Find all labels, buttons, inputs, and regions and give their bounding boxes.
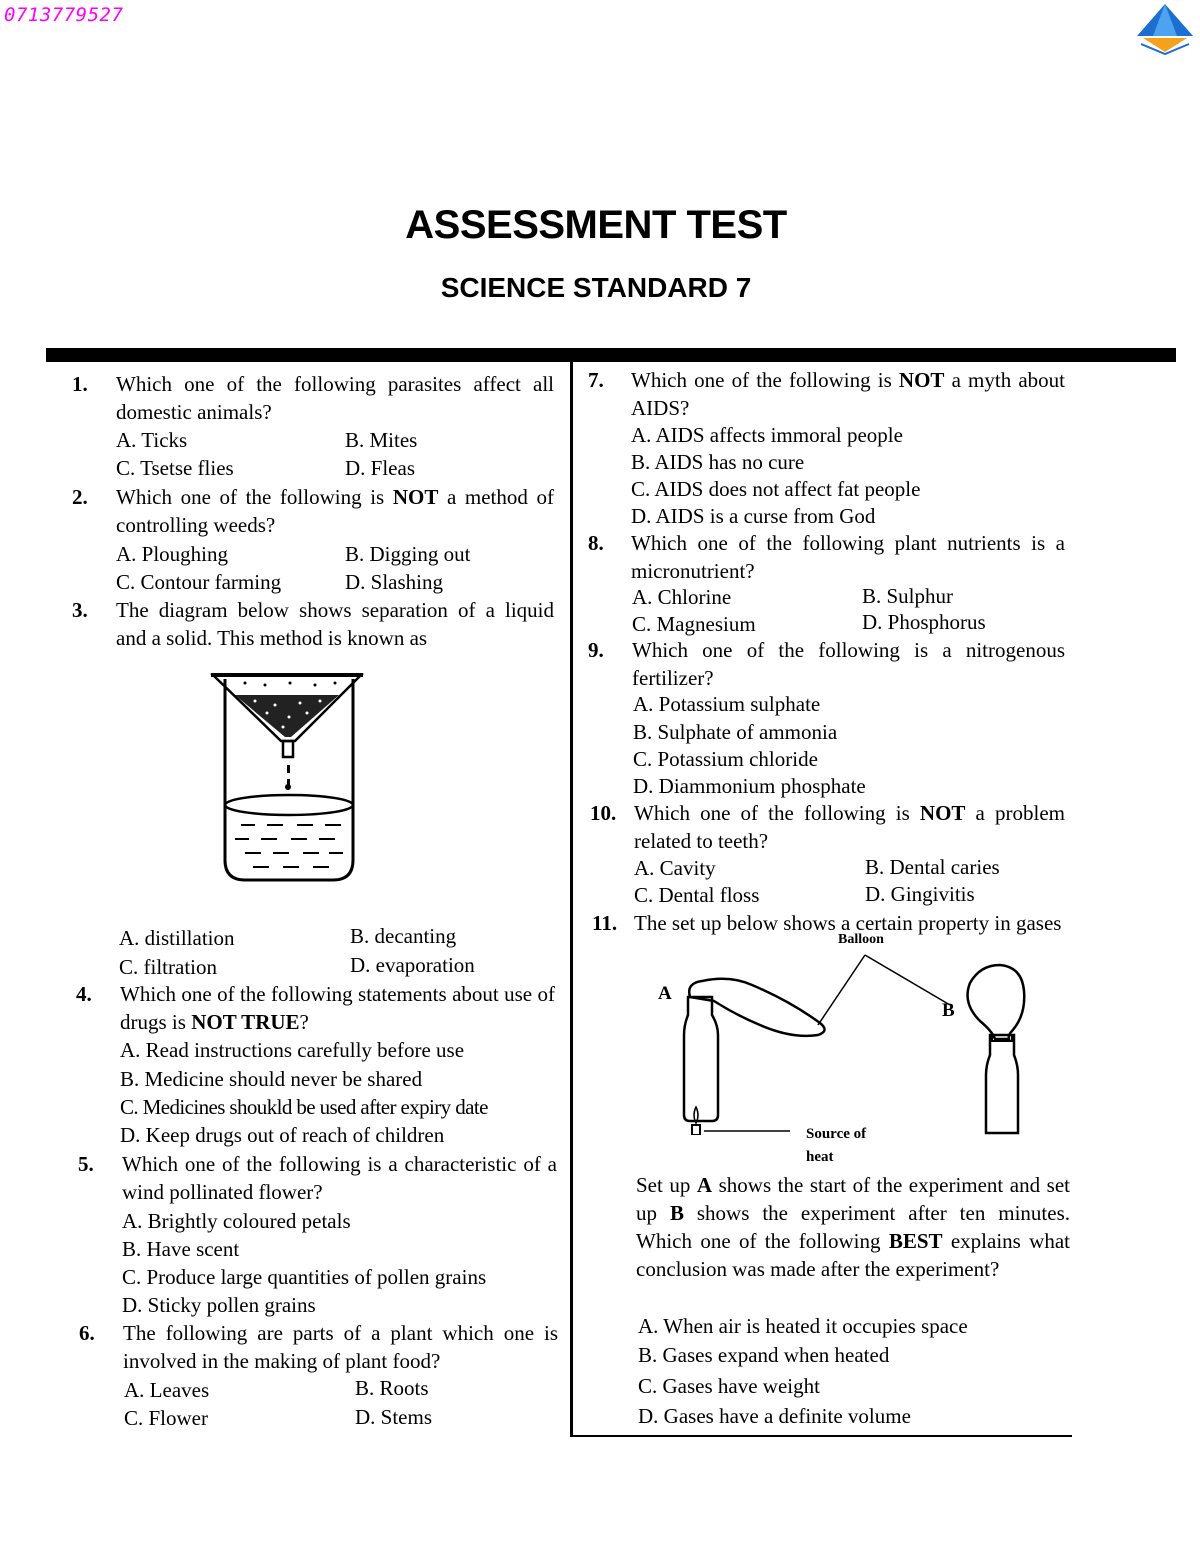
option-d: D. Phosphorus xyxy=(862,610,986,634)
question-10 xyxy=(590,799,1068,855)
question-stem: The diagram below shows separation of a liquid and a solid. This method is known as xyxy=(116,598,554,650)
option-d: D. Gingivitis xyxy=(865,882,975,906)
option-a: A. Brightly coloured petals xyxy=(122,1209,351,1233)
question-stem: Which one of the following is NOT a problem related to teeth? xyxy=(634,801,1065,853)
header-rule xyxy=(46,348,1176,362)
option-d: D. Fleas xyxy=(345,456,415,480)
option-a: A. Read instructions carefully before use xyxy=(120,1038,465,1062)
option-d: D. Slashing xyxy=(345,570,444,594)
question-6 xyxy=(79,1319,561,1375)
option-c: C. Contour farming xyxy=(116,570,282,594)
question-11-continued xyxy=(636,1171,1072,1311)
question-number: 7. xyxy=(588,368,604,392)
label-set-up-b: B xyxy=(942,1000,955,1021)
question-stem: Which one of the following parasites affect all domestic animals? xyxy=(116,372,554,424)
option-b: B. AIDS has no cure xyxy=(631,450,805,474)
option-c: C. Tsetse flies xyxy=(116,456,234,480)
option-c: C. filtration xyxy=(119,955,217,979)
phone-number: 0713779527 xyxy=(4,4,124,26)
option-c: C. Flower xyxy=(124,1406,208,1430)
question-stem: The following are parts of a plant which one is involved in the making of plant food? xyxy=(123,1321,558,1373)
option-d: D. Sticky pollen grains xyxy=(122,1293,316,1317)
question-3 xyxy=(72,596,557,652)
option-a: A. Cavity xyxy=(634,856,716,880)
question-7 xyxy=(588,366,1068,422)
question-1 xyxy=(72,370,557,426)
gas-expansion-diagram xyxy=(640,935,1040,1135)
question-stem: Which one of the following plant nutrients is a micronutrient? xyxy=(631,531,1065,583)
option-b: B. Sulphate of ammonia xyxy=(633,720,838,744)
option-b: B. Digging out xyxy=(345,542,471,566)
option-c: C. Magnesium xyxy=(632,612,756,636)
option-a: A. Chlorine xyxy=(632,585,732,609)
option-c: C. AIDS does not affect fat people xyxy=(631,477,921,501)
option-b: B. Medicine should never be shared xyxy=(120,1067,423,1091)
question-number: 9. xyxy=(588,638,604,662)
option-b: B. Dental caries xyxy=(865,855,1000,879)
option-a: A. AIDS affects immoral people xyxy=(631,423,903,447)
bottom-rule xyxy=(570,1435,1072,1437)
option-d: D. Diammonium phosphate xyxy=(633,774,866,798)
option-a: A. distillation xyxy=(119,926,235,950)
question-number: 5. xyxy=(78,1152,94,1176)
option-c: C. Potassium chloride xyxy=(633,747,818,771)
question-number: 11. xyxy=(592,911,618,935)
question-number: 10. xyxy=(590,801,617,825)
label-heat-source-1: Source of xyxy=(806,1126,867,1142)
column-divider xyxy=(570,362,573,1437)
question-9 xyxy=(588,636,1068,692)
option-b: B. Sulphur xyxy=(862,584,954,608)
question-stem-continued: Set up A shows the start of the experiment and set up B shows the experiment after ten minutes. Which one of the following BEST explains what conclusion was made after the experiment? xyxy=(636,1173,1070,1281)
option-c: C. Gases have weight xyxy=(638,1374,820,1398)
question-stem: The set up below shows a certain property in gases xyxy=(634,911,1062,935)
option-d: D. Gases have a definite volume xyxy=(638,1404,911,1428)
label-set-up-a: A xyxy=(658,983,672,1004)
question-number: 6. xyxy=(79,1321,95,1345)
option-d: D. evaporation xyxy=(350,953,475,977)
question-5 xyxy=(78,1150,560,1206)
question-stem: Which one of the following is NOT a method of controlling weeds? xyxy=(116,485,554,537)
option-a: A. Ploughing xyxy=(116,542,229,566)
question-number: 4. xyxy=(76,982,92,1006)
option-b: B. Mites xyxy=(345,428,418,452)
option-d: D. Keep drugs out of reach of children xyxy=(120,1123,445,1147)
page-subtitle: SCIENCE STANDARD 7 xyxy=(440,272,752,303)
question-number: 2. xyxy=(72,485,88,509)
option-d: D. Stems xyxy=(355,1405,433,1429)
option-a: A. Ticks xyxy=(116,428,188,452)
pyramid-logo-icon xyxy=(1133,2,1197,56)
label-balloon: Balloon xyxy=(838,932,884,947)
question-8 xyxy=(588,529,1068,585)
option-b: B. Have scent xyxy=(122,1237,240,1261)
filtration-diagram xyxy=(205,665,370,890)
question-number: 8. xyxy=(588,531,604,555)
option-b: B. Roots xyxy=(355,1376,429,1400)
question-stem: Which one of the following is a nitrogenous fertilizer? xyxy=(632,638,1065,690)
label-heat-source-2: heat xyxy=(806,1149,834,1165)
question-number: 1. xyxy=(72,372,88,396)
question-stem: Which one of the following is NOT a myth about AIDS? xyxy=(631,368,1065,420)
option-a: A. When air is heated it occupies space xyxy=(638,1314,968,1338)
page-title: ASSESSMENT TEST xyxy=(405,203,787,247)
question-4 xyxy=(76,980,558,1036)
option-c: C. Dental floss xyxy=(634,883,760,907)
option-a: A. Potassium sulphate xyxy=(633,692,821,716)
option-a: A. Leaves xyxy=(124,1378,210,1402)
option-d: D. AIDS is a curse from God xyxy=(631,504,876,528)
option-c: C. Medicines shoukld be used after expiry date xyxy=(120,1095,488,1119)
option-b: B. decanting xyxy=(350,924,457,948)
question-stem: Which one of the following is a characteristic of a wind pollinated flower? xyxy=(122,1152,557,1204)
question-number: 3. xyxy=(72,598,88,622)
option-b: B. Gases expand when heated xyxy=(638,1343,890,1367)
question-stem: Which one of the following statements about use of drugs is NOT TRUE? xyxy=(120,982,555,1034)
question-2 xyxy=(72,483,557,539)
option-c: C. Produce large quantities of pollen grains xyxy=(122,1265,487,1289)
